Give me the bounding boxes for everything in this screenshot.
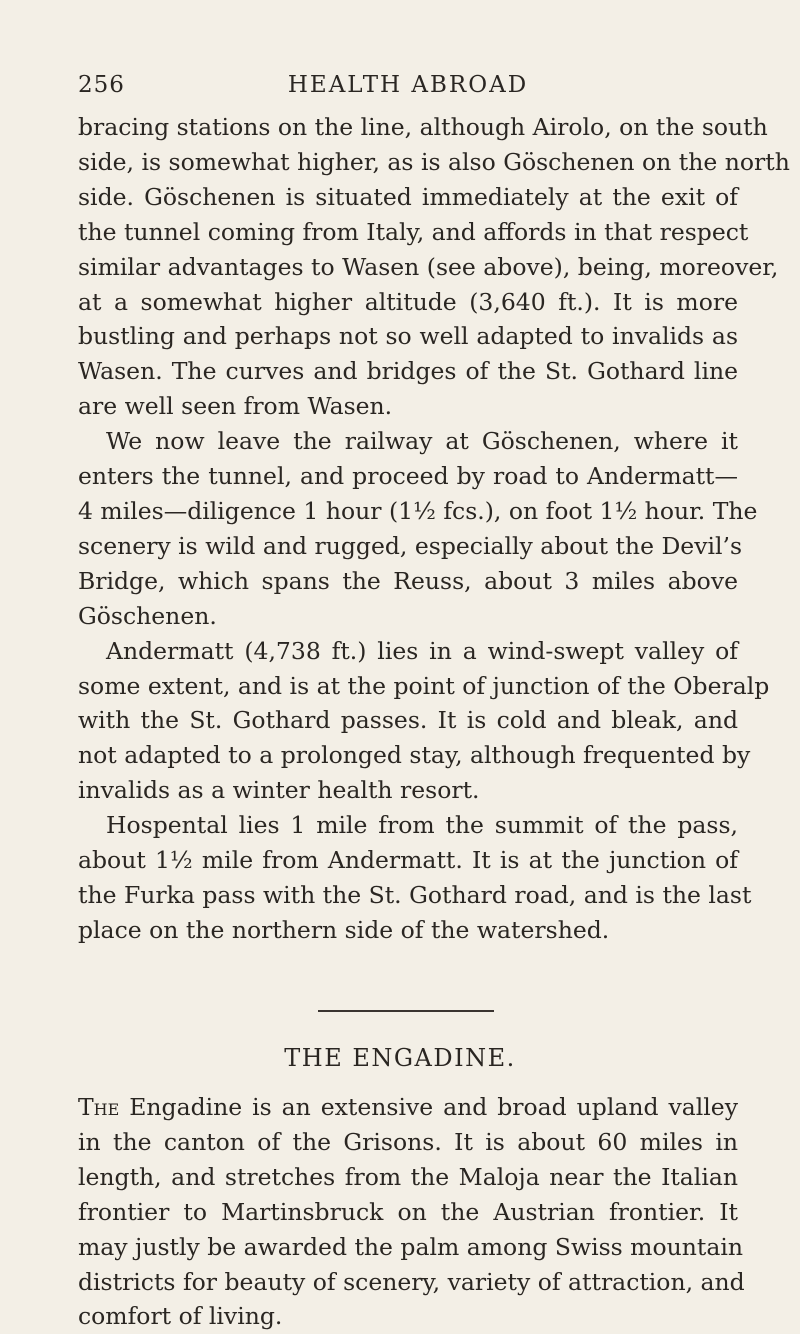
text-line: at a somewhat higher altitude (3,640 ft.). It is more [78, 287, 738, 316]
text-line: bustling and perhaps not so well adapted to invalids as [78, 322, 738, 351]
text-line: some extent, and is at the point of junction of the Oberalp [78, 671, 770, 700]
paragraph [78, 808, 752, 948]
lead-word: The [78, 1093, 120, 1121]
text-line: 4 miles—diligence 1 hour (1½ fcs.), on foot 1½ hour. The [78, 496, 758, 525]
text-line: Hospental lies 1 mile from the summit of the pass, [106, 811, 738, 840]
text-line: with the St. Gothard passes. It is cold and bleak, and [78, 706, 738, 735]
text-line: enters the tunnel, and proceed by road to Andermatt— [78, 462, 738, 491]
text-line: are well seen from Wasen. [78, 392, 393, 421]
text-line: similar advantages to Wasen (see above), being, moreover, [78, 252, 779, 281]
text-line: the tunnel coming from Italy, and affords in that respect [78, 217, 749, 246]
section-heading: THE ENGADINE. [284, 1044, 516, 1072]
text-line: comfort of living. [78, 1302, 283, 1331]
running-head [78, 72, 738, 112]
text-line: side, is somewhat higher, as is also Göschenen on the north [78, 147, 790, 176]
text-line: districts for beauty of scenery, variety of attraction, and [78, 1267, 745, 1296]
text-line: in the canton of the Grisons. It is about 60 miles in [78, 1127, 738, 1156]
text-line: place on the northern side of the watershed. [78, 915, 610, 944]
text-line: may justly be awarded the palm among Swiss mountain [78, 1232, 743, 1261]
section-divider [318, 1010, 494, 1012]
text-line: length, and stretches from the Maloja near the Italian [78, 1162, 738, 1191]
page-number: 256 [78, 72, 125, 98]
running-title: HEALTH ABROAD [287, 72, 529, 98]
text-line: side. Göschenen is situated immediately at the exit of [78, 182, 738, 211]
text-line [78, 1090, 738, 1125]
text-line: We now leave the railway at Göschenen, where it [106, 427, 738, 456]
body-text [78, 110, 790, 948]
text-line: scenery is wild and rugged, especially about the Devil’s [78, 531, 743, 560]
text-line-content: Engadine is an extensive and broad upland valley [129, 1093, 738, 1121]
section-body [78, 1090, 745, 1334]
text-line: Wasen. The curves and bridges of the St. Gothard line [78, 357, 738, 386]
text-line: Göschenen. [78, 601, 217, 630]
paragraph [78, 634, 770, 809]
text-line: not adapted to a prolonged stay, although frequented by [78, 741, 751, 770]
text-line: about 1½ mile from Andermatt. It is at the junction of [78, 846, 738, 875]
text-line: invalids as a winter health resort. [78, 776, 480, 805]
paragraph [78, 110, 790, 424]
text-line: the Furka pass with the St. Gothard road, and is the last [78, 880, 752, 909]
text-line: frontier to Martinsbruck on the Austrian frontier. It [78, 1197, 738, 1226]
text-line: bracing stations on the line, although Airolo, on the south [78, 113, 768, 141]
paragraph [78, 424, 758, 633]
text-line: Andermatt (4,738 ft.) lies in a wind-swept valley of [106, 636, 738, 665]
text-line: Bridge, which spans the Reuss, about 3 miles above [78, 566, 738, 595]
